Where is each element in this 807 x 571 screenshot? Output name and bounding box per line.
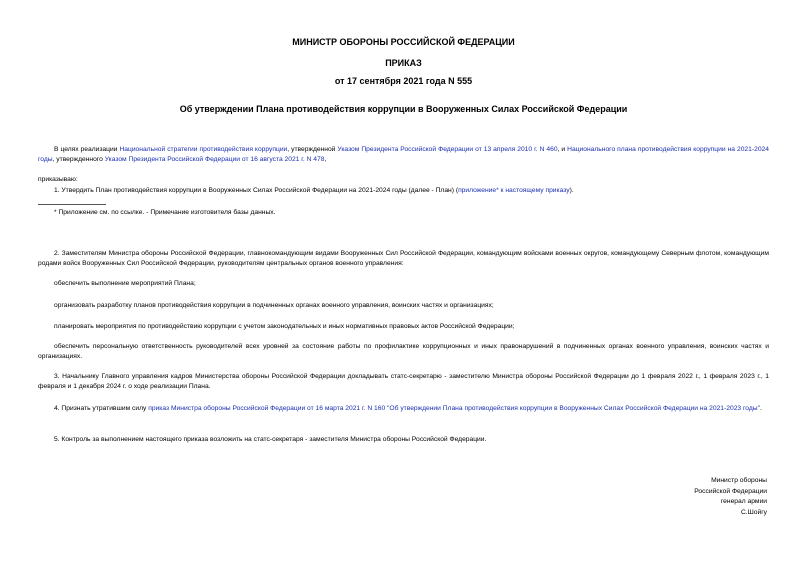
preamble-text: , утвержденного xyxy=(52,156,105,164)
item-4-text: 4. Признать утратившим силу xyxy=(54,405,149,412)
preamble-text: , утвержденной xyxy=(287,146,338,153)
item-3: 3. Начальнику Главного управления кадров Министерства обороны Российской Федерации докладывать статс-секретарю - заместителю Министра обороны Российской Федерации до 1 февраля 2022 г., 1 февраля 2023 г., 1 февраля и 1 декабря 2024 г. о ходе реализации Плана. xyxy=(38,373,769,391)
document-type: ПРИКАЗ xyxy=(385,58,422,68)
preamble-paragraph xyxy=(38,145,769,166)
item-4 xyxy=(38,404,769,414)
signature-block xyxy=(694,476,767,518)
link-national-strategy[interactable]: Национальной стратегии противодействия коррупции xyxy=(119,146,288,153)
link-appendix[interactable]: приложение* к настоящему приказу xyxy=(458,187,570,194)
link-order-160[interactable]: приказ Министра обороны Российской Федерации от 16 марта 2021 г. N 160 "Об утверждении Плана противодействия коррупции в Вооруженных Силах Российской Федерации на 2021-2023 годы" xyxy=(148,405,760,412)
preamble-text: , и xyxy=(557,146,568,153)
item-2-sub-4: обеспечить персональную ответственность руководителей всех уровней за состояние работы по профилактике коррупционных и иных правонарушений в подчиненных органах военного управления, воинских частях и организациях. xyxy=(38,343,769,361)
item-2-intro: 2. Заместителям Министра обороны Российской Федерации, главнокомандующим видами Вооруженных Сил Российской Федерации, командующим войсками военных округов, командующему Северным флотом, командующим родами войск Вооруженных Сил Российской Федерации, руководителям центральных органов военного управления: xyxy=(38,250,769,268)
document-title: Об утверждении Плана противодействия коррупции в Вооруженных Силах Российской Федерации xyxy=(179,104,628,114)
order-word: приказываю: xyxy=(38,176,78,183)
footnote-divider xyxy=(38,204,106,205)
preamble-text: , xyxy=(324,156,327,164)
item-1-tail: ). xyxy=(569,187,574,194)
link-decree-460[interactable]: Указом Президента Российской Федерации от 13 апреля 2010 г. N 460 xyxy=(337,146,558,153)
signature-name: С.Шойгу xyxy=(740,508,767,516)
footnote: * Приложение см. по ссылке. - Примечание изготовителя базы данных. xyxy=(54,209,276,216)
document-authority: МИНИСТР ОБОРОНЫ РОССИЙСКОЙ ФЕДЕРАЦИИ xyxy=(292,37,515,47)
item-4-tail: . xyxy=(759,405,762,412)
item-1 xyxy=(38,186,769,196)
link-national-plan[interactable]: Национального плана противодействия коррупции на 2021-2024 годы xyxy=(38,146,769,164)
item-1-text: 1. Утвердить План противодействия коррупции в Вооруженных Силах Российской Федерации на 2021-2024 годы (далее - План) ( xyxy=(54,187,459,194)
item-2-sub-2: организовать разработку планов противодействия коррупции в подчиненных органах военного управления, воинских частях и организациях; xyxy=(54,302,494,309)
signature-rank: генерал армии xyxy=(720,498,767,506)
signature-organization: Российской Федерации xyxy=(694,487,767,495)
item-2-sub-1: обеспечить выполнение мероприятий Плана; xyxy=(54,280,196,287)
item-2-sub-3: планировать мероприятия по противодействию коррупции с учетом законодательных и иных нормативных правовых актов Российской Федерации; xyxy=(54,323,515,330)
signature-position: Министр обороны xyxy=(711,477,767,484)
link-decree-478[interactable]: Указом Президента Российской Федерации от 16 августа 2021 г. N 478 xyxy=(104,156,325,164)
item-5: 5. Контроль за выполнением настоящего приказа возложить на статс-секретаря - заместителя Министра обороны Российской Федерации. xyxy=(54,436,487,443)
document-date-number: от 17 сентября 2021 года N 555 xyxy=(334,76,473,86)
preamble-text: В целях реализации xyxy=(54,146,120,153)
